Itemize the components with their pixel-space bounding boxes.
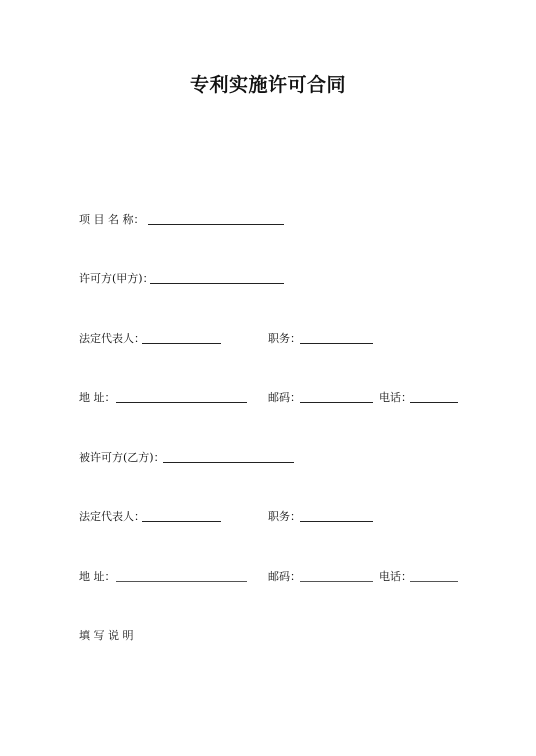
licensee-blank[interactable] [163,462,294,463]
project-name-blank[interactable] [148,224,284,225]
licensee-postcode-label: 邮码： [268,570,301,583]
licensee-phone-label: 电话： [379,570,412,583]
licensor-postcode-label: 邮码： [268,391,301,404]
licensee-rep-row [0,510,536,526]
instructions-heading: 填 写 说 明 [79,629,134,642]
licensee-row [0,451,536,467]
licensor-position-blank[interactable] [300,343,373,344]
licensor-position-label: 职务： [268,332,301,345]
licensor-rep-blank[interactable] [142,343,221,344]
project-name-label: 项 目 名 称： [79,213,145,226]
licensor-label: 许可方(甲方)： [79,272,154,285]
project-name-row [0,213,536,229]
licensee-rep-blank[interactable] [142,521,221,522]
licensee-postcode-blank[interactable] [300,581,373,582]
licensee-address-blank[interactable] [116,581,247,582]
document-title: 专利实施许可合同 [189,74,346,96]
licensee-phone-blank[interactable] [410,581,458,582]
licensor-rep-label: 法定代表人： [79,332,145,345]
licensor-postcode-blank[interactable] [300,402,373,403]
licensor-address-row [0,391,536,407]
licensor-address-blank[interactable] [116,402,247,403]
licensee-address-label: 地 址： [79,570,116,583]
licensee-position-label: 职务： [268,510,301,523]
licensee-label: 被许可方(乙方)： [79,451,165,464]
licensee-position-blank[interactable] [300,521,373,522]
licensor-address-label: 地 址： [79,391,116,404]
licensor-rep-row [0,332,536,348]
licensee-rep-label: 法定代表人： [79,510,145,523]
licensee-address-row [0,570,536,586]
licensor-phone-label: 电话： [379,391,412,404]
instructions-row [0,629,536,645]
licensor-row [0,272,536,288]
licensor-phone-blank[interactable] [410,402,458,403]
licensor-blank[interactable] [150,283,284,284]
